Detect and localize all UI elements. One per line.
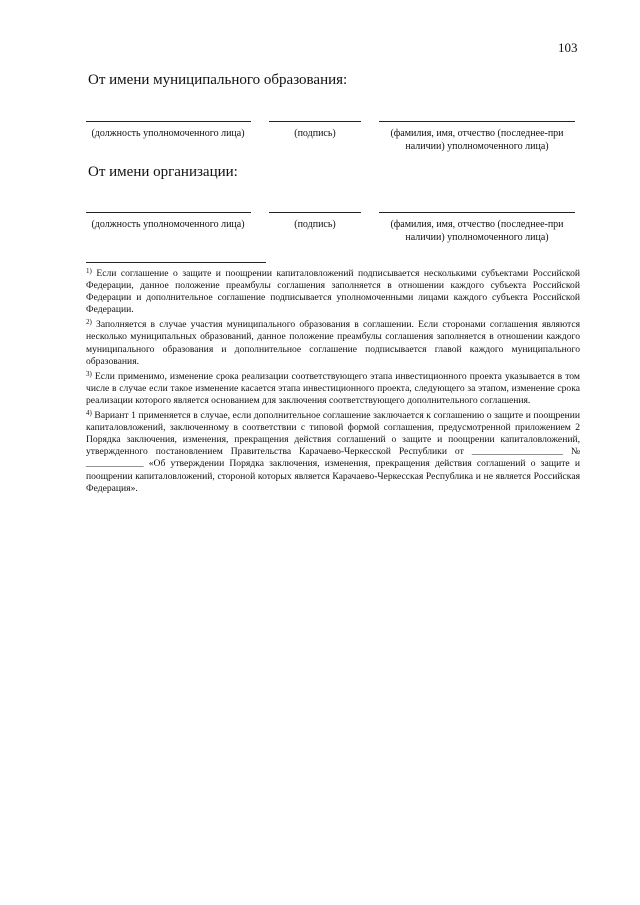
signature-caption: (подпись) [294, 128, 336, 139]
position-signature-line [86, 212, 251, 213]
footnote-mark: 1) [86, 267, 92, 275]
footnote-4 [86, 407, 580, 495]
full-name-caption: (фамилия, имя, отчество (последнее-при наличии) уполномоченного лица) [390, 219, 564, 243]
position-caption: (должность уполномоченного лица) [91, 219, 245, 230]
footnote-mark: 2) [86, 318, 92, 327]
signature-caption: (подпись) [294, 219, 336, 230]
position-signature-line [86, 121, 251, 122]
footnote-text: Вариант 1 применяется в случае, если дополнительное соглашение заключается к соглашению о защите и поощрении капиталовложений, заключенному в соответствии с типовой формой соглашения, предусмотренной приложением 2 Порядка заключения, изменения, прекращения действия соглашений о защите и поощрении капиталовложений, утвержденного постановлением Правительства Карачаево-Черкесской Республики от ___________________ № ____________ «Об утверждении Порядка заключения, изменения, прекращения действия соглашений о защите и поощрении капиталовложений, стороной которых является Карачаево-Черкесская Республика и не является Российская Федерация». [86, 410, 580, 494]
position-caption: (должность уполномоченного лица) [91, 128, 245, 139]
full-name-line [379, 121, 575, 122]
municipality-signatory-heading: От имени муниципального образования: [88, 72, 348, 88]
organization-signatory-heading: От имени организации: [88, 164, 238, 180]
footnote-2 [86, 316, 580, 367]
full-name-line [379, 212, 575, 213]
footnote-3 [86, 368, 580, 407]
footnote-mark: 4) [86, 409, 92, 418]
footnote-mark: 3) [86, 369, 92, 378]
page-number: 103 [558, 40, 578, 55]
signature-line [269, 121, 361, 122]
signature-line [269, 212, 361, 213]
footnotes [86, 265, 580, 495]
full-name-caption: (фамилия, имя, отчество (последнее-при наличии) уполномоченного лица) [390, 128, 564, 152]
footnote-separator [86, 262, 266, 263]
footnote-text: Если применимо, изменение срока реализации соответствующего этапа инвестиционного проекта указывается в том числе в случае если такое изменение касается этапа инвестиционного проекта, следующего за этапом, изменение срока реализации которого является основанием для заключения соответствующего дополнительного соглашения. [86, 370, 580, 406]
footnote-text: Заполняется в случае участия муниципального образования в соглашении. Если сторонами соглашения являются несколько муниципальных образований, данное положение преамбулы соглашения заполняется в отношении каждого муниципального образования и дополнительное соглашение подписывается главой каждого муниципального образования. [86, 319, 580, 367]
footnote-1 [86, 265, 580, 316]
footnote-text: Если соглашение о защите и поощрении капиталовложений подписывается несколькими субъектами Российской Федерации, данное положение преамбулы соглашения заполняется в отношении каждого субъекта Российской Федерации и дополнительное соглашение подписывается уполномоченными лицами каждого субъекта Российской Федерации. [86, 268, 580, 316]
